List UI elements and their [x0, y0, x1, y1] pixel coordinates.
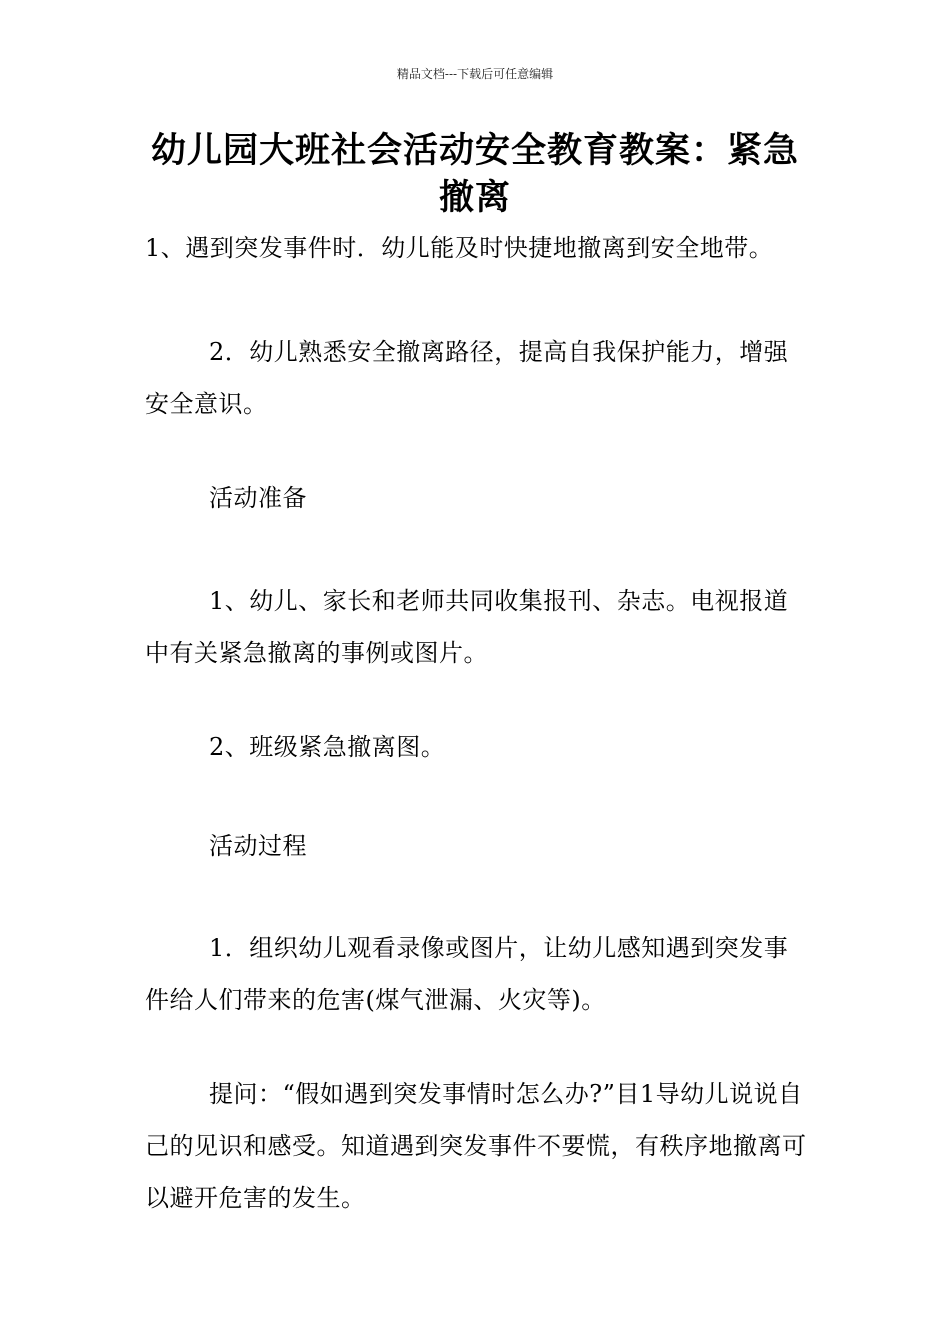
process-step-1: 1．组织幼儿观看录像或图片，让幼儿感知遇到突发事件给人们带来的危害(煤气泄漏、火灾等)。: [145, 934, 789, 1014]
objective-1: 1、遇到突发事件时．幼儿能及时快捷地撤离到安全地带。: [145, 234, 774, 262]
document-title: 幼儿园大班社会活动安全教育教案：紧急撤离: [150, 131, 799, 218]
process-question: 提问：“假如遇到突发事情时怎么办?”目1导幼儿说说自己的见识和感受。知道遇到突发事件不要慌，有秩序地撤离可以避开危害的发生。: [145, 1080, 807, 1212]
objective-2: 2．幼儿熟悉安全撤离路径，提高自我保护能力，增强安全意识。: [145, 338, 789, 418]
section-heading-preparation: 活动准备: [209, 484, 307, 512]
preparation-item-2: 2、班级紧急撤离图。: [209, 733, 446, 761]
preparation-item-1: 1、幼儿、家长和老师共同收集报刊、杂志。电视报道中有关紧急撤离的事例或图片。: [145, 587, 789, 667]
header-note: 精品文档---下载后可任意编辑: [396, 67, 554, 81]
section-heading-process: 活动过程: [209, 832, 307, 860]
